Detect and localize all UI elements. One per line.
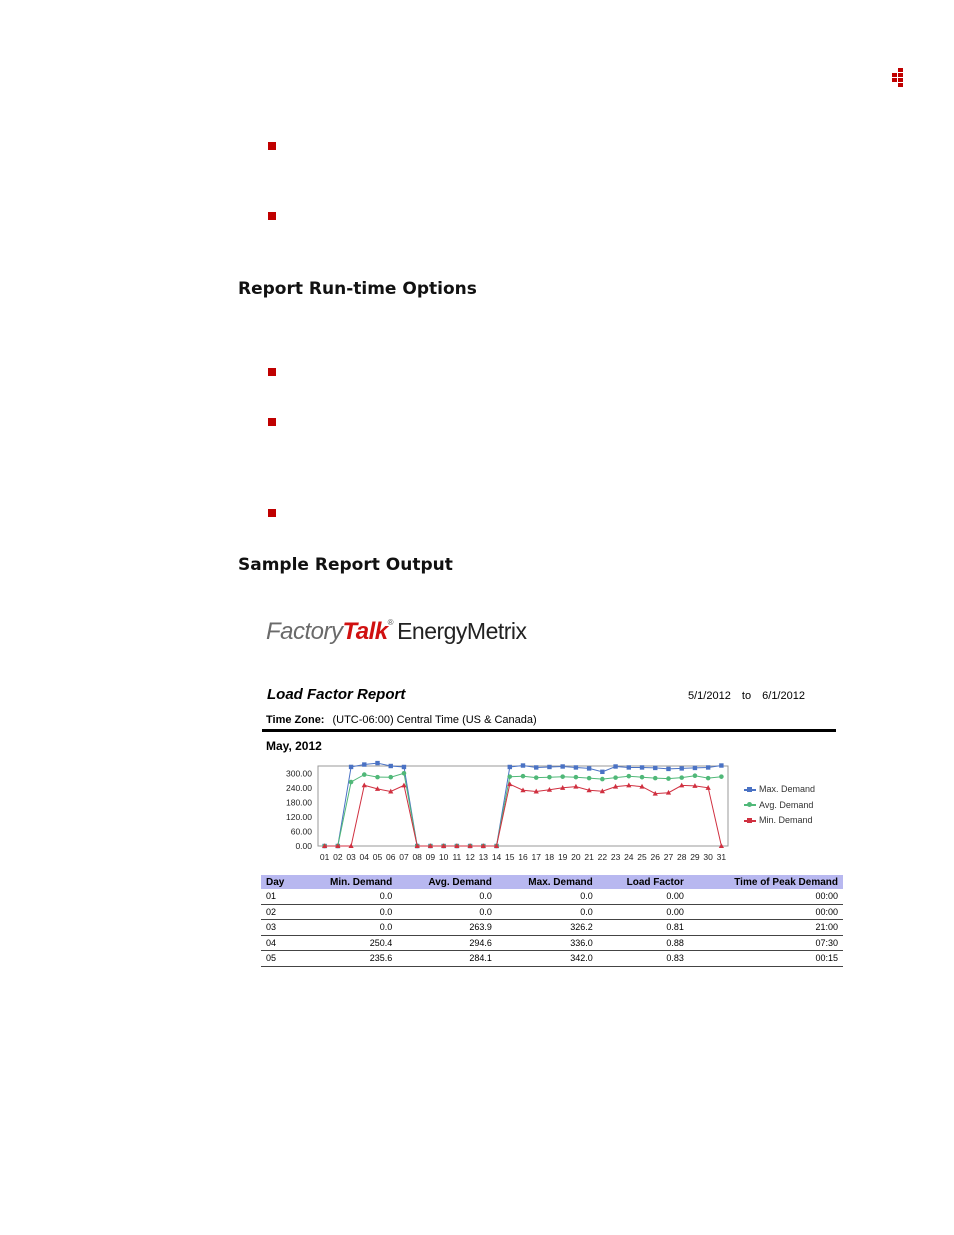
- cell-avg: 263.9: [397, 920, 497, 936]
- factorytalk-logo: [266, 618, 527, 646]
- data-point: [719, 774, 724, 779]
- series-line-2: [325, 784, 722, 846]
- y-tick-label: 0.00: [295, 841, 312, 851]
- y-tick-label: 240.00: [286, 782, 312, 793]
- bullet-icon: [268, 142, 276, 150]
- date-to: 6/1/2012: [762, 690, 805, 702]
- y-tick-label: 300.00: [286, 768, 312, 779]
- data-point: [706, 776, 711, 781]
- table-row: [261, 935, 843, 951]
- legend-item-max: [744, 784, 815, 800]
- col-time-of-peak: Time of Peak Demand: [689, 875, 843, 889]
- y-tick-label: 120.00: [286, 811, 312, 822]
- logo-talk: Talk: [342, 618, 388, 645]
- data-point: [389, 764, 393, 768]
- legend-item-avg: [744, 800, 815, 816]
- x-tick-label: 10: [438, 852, 449, 862]
- x-tick-label: 28: [676, 852, 687, 862]
- cell-peak-time: 00:00: [689, 904, 843, 920]
- data-point: [362, 782, 367, 787]
- table-header-row: [261, 875, 843, 889]
- data-point: [640, 775, 645, 780]
- y-tick-label: 60.00: [290, 826, 312, 837]
- x-tick-label: 20: [571, 852, 581, 862]
- legend-swatch-min: [744, 820, 756, 822]
- x-tick-label: 08: [412, 852, 422, 862]
- corner-logo-icon: [892, 68, 906, 86]
- data-point: [508, 765, 512, 769]
- x-tick-label: 21: [584, 852, 594, 862]
- x-tick-label: 07: [399, 852, 409, 862]
- x-tick-label: 17: [531, 852, 541, 862]
- cell-max: 0.0: [497, 904, 598, 920]
- x-tick-label: 26: [650, 852, 660, 862]
- table-row: [261, 904, 843, 920]
- data-point: [680, 766, 684, 770]
- data-point: [587, 776, 592, 781]
- data-point: [375, 761, 379, 765]
- report-title: Load Factor Report: [267, 686, 406, 703]
- table-row: [261, 951, 843, 967]
- x-tick-label: 11: [452, 852, 462, 862]
- bullet-icon: [268, 212, 276, 220]
- x-tick-label: 04: [359, 852, 370, 862]
- month-label: May, 2012: [266, 739, 322, 753]
- legend-label-min: Min. Demand: [759, 815, 813, 825]
- cell-load-factor: 0.83: [598, 951, 689, 967]
- data-point: [613, 775, 618, 780]
- data-point: [534, 775, 539, 780]
- data-point: [627, 765, 631, 769]
- data-point: [653, 776, 658, 781]
- data-point: [719, 763, 723, 767]
- table-row: [261, 920, 843, 936]
- legend-label-avg: Avg. Demand: [759, 799, 814, 810]
- cell-max: 336.0: [497, 935, 598, 951]
- cell-peak-time: 07:30: [689, 935, 843, 951]
- y-tick-label: 180.00: [286, 797, 312, 808]
- data-point: [402, 765, 406, 769]
- data-point: [679, 775, 684, 780]
- data-point: [507, 774, 512, 779]
- data-point: [534, 765, 538, 769]
- x-tick-label: 12: [465, 852, 475, 862]
- cell-load-factor: 0.00: [598, 904, 689, 920]
- data-point: [693, 773, 698, 778]
- data-point: [362, 772, 367, 777]
- cell-min: 0.0: [299, 920, 397, 936]
- cell-day: 05: [261, 951, 299, 967]
- col-max-demand: Max. Demand: [497, 875, 598, 889]
- cell-max: 326.2: [497, 920, 598, 936]
- bullet-icon: [268, 418, 276, 426]
- date-to-word: to: [741, 690, 752, 702]
- x-tick-label: 03: [346, 852, 356, 862]
- cell-load-factor: 0.00: [598, 889, 689, 904]
- x-tick-label: 02: [333, 852, 343, 862]
- x-tick-label: 22: [597, 852, 608, 862]
- data-point: [375, 775, 380, 780]
- date-from: 5/1/2012: [688, 690, 731, 702]
- legend-swatch-avg: [744, 804, 756, 806]
- section-heading-runtime-options: Report Run-time Options: [238, 279, 477, 299]
- x-tick-label: 27: [663, 852, 674, 862]
- cell-avg: 0.0: [397, 904, 497, 920]
- x-tick-label: 30: [703, 852, 713, 862]
- data-point: [653, 766, 657, 770]
- data-point: [349, 780, 354, 785]
- data-point: [600, 770, 604, 774]
- data-point: [693, 766, 697, 770]
- col-avg-demand: Avg. Demand: [397, 875, 497, 889]
- cell-min: 0.0: [299, 889, 397, 904]
- table-row: [261, 889, 843, 904]
- cell-peak-time: 00:15: [689, 951, 843, 967]
- x-tick-label: 13: [478, 852, 489, 862]
- legend-label-max: Max. Demand: [759, 784, 816, 794]
- cell-day: 03: [261, 920, 299, 936]
- data-point: [626, 783, 631, 788]
- x-tick-label: 15: [505, 852, 515, 862]
- data-point: [666, 767, 670, 771]
- chart-legend: [744, 784, 815, 831]
- time-zone-value: (UTC-06:00) Central Time (US & Canada): [332, 714, 537, 726]
- x-tick-label: 14: [491, 852, 502, 862]
- cell-min: 235.6: [299, 951, 397, 967]
- cell-day: 02: [261, 904, 299, 920]
- legend-swatch-max: [744, 789, 756, 791]
- cell-min: 250.4: [299, 935, 397, 951]
- cell-max: 0.0: [497, 889, 598, 904]
- cell-min: 0.0: [299, 904, 397, 920]
- data-point: [627, 774, 632, 779]
- data-point: [613, 764, 617, 768]
- data-point: [560, 764, 564, 768]
- x-tick-label: 23: [610, 852, 621, 862]
- data-point: [574, 775, 579, 780]
- data-point: [547, 775, 552, 780]
- time-zone-label: Time Zone:: [266, 714, 325, 726]
- bullet-icon: [268, 368, 276, 376]
- x-tick-label: 09: [425, 852, 436, 862]
- cell-load-factor: 0.81: [598, 920, 689, 936]
- data-point: [666, 776, 671, 781]
- cell-max: 342.0: [497, 951, 598, 967]
- data-point: [547, 765, 551, 769]
- col-min-demand: Min. Demand: [299, 875, 397, 889]
- cell-day: 01: [261, 889, 299, 904]
- data-point: [521, 763, 525, 767]
- legend-item-min: [744, 815, 815, 831]
- data-point: [402, 771, 407, 776]
- x-tick-label: 29: [690, 852, 700, 862]
- cell-avg: 0.0: [397, 889, 497, 904]
- data-point: [706, 765, 710, 769]
- x-tick-label: 01: [319, 852, 330, 862]
- series-line-1: [325, 773, 722, 846]
- x-tick-label: 16: [518, 852, 528, 862]
- x-tick-label: 25: [637, 852, 647, 862]
- cell-day: 04: [261, 935, 299, 951]
- data-point: [573, 784, 578, 789]
- logo-factory: Factory: [266, 618, 343, 645]
- x-tick-label: 24: [624, 852, 634, 862]
- x-tick-label: 31: [716, 852, 727, 862]
- data-point: [521, 774, 526, 779]
- data-point: [587, 766, 591, 770]
- logo-registered: ®: [387, 618, 394, 627]
- x-tick-label: 06: [386, 852, 396, 862]
- sample-report-image: [232, 590, 872, 966]
- data-point: [640, 765, 644, 769]
- cell-peak-time: 00:00: [689, 889, 843, 904]
- cell-peak-time: 21:00: [689, 920, 843, 936]
- logo-product: EnergyMetrix: [397, 618, 527, 644]
- cell-avg: 284.1: [397, 951, 497, 967]
- section-heading-sample-output: Sample Report Output: [238, 555, 453, 575]
- time-zone: [266, 714, 537, 726]
- data-point: [560, 774, 565, 779]
- cell-avg: 294.6: [397, 935, 497, 951]
- bullet-icon: [268, 509, 276, 517]
- x-tick-label: 18: [544, 852, 555, 862]
- data-point: [388, 775, 393, 780]
- load-factor-table: [261, 875, 843, 967]
- col-day: Day: [261, 875, 299, 889]
- data-point: [349, 765, 353, 769]
- data-point: [574, 765, 578, 769]
- cell-load-factor: 0.88: [598, 935, 689, 951]
- date-range: [688, 690, 813, 702]
- x-tick-label: 19: [557, 852, 568, 862]
- col-load-factor: Load Factor: [598, 875, 689, 889]
- data-point: [362, 762, 366, 766]
- data-point: [600, 777, 605, 782]
- x-tick-label: 05: [372, 852, 383, 862]
- header-rule: [262, 729, 836, 732]
